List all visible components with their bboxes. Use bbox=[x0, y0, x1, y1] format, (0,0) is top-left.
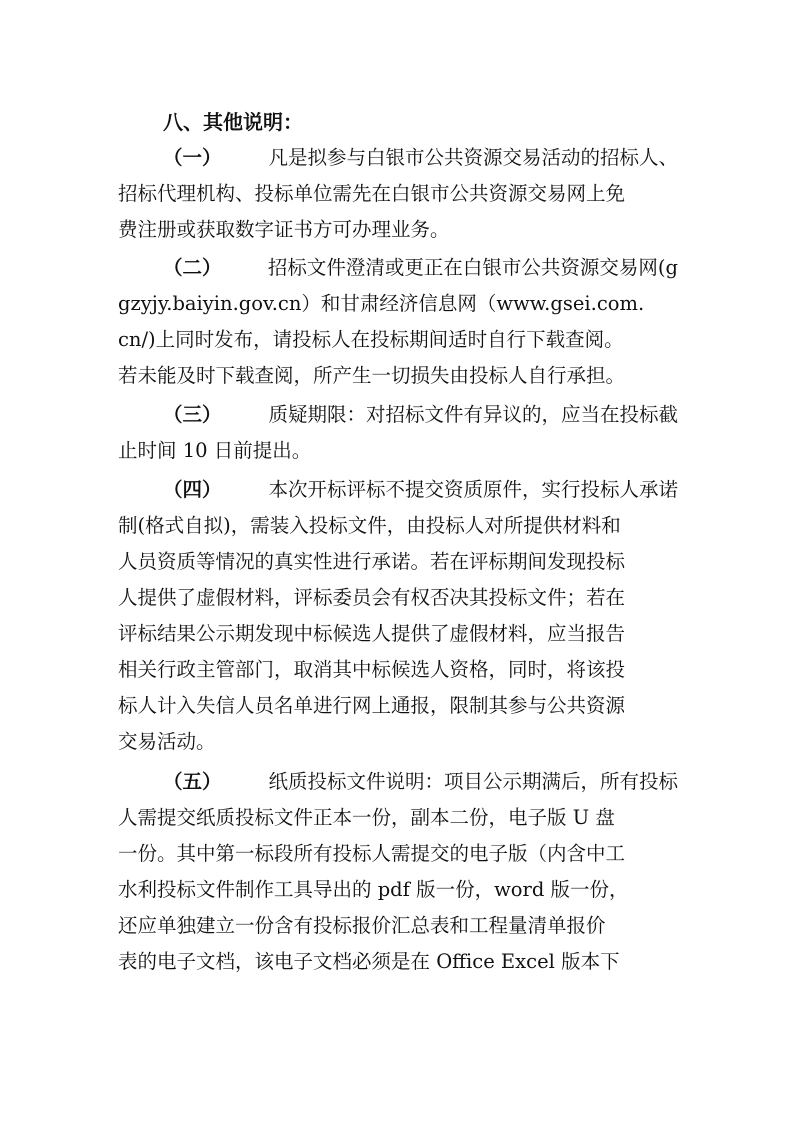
paragraph-2-line-2: gzyjy.baiyin.gov.cn）和甘肃经济信息网（www.gsei.com. bbox=[118, 292, 645, 315]
paragraph-2-label: （二） bbox=[163, 256, 222, 279]
paragraph-1-line-3: 费注册或获取数字证书方可办理业务。 bbox=[118, 218, 450, 241]
paragraph-4-line-7: 标人计入失信人员名单进行网上通报，限制其参与公共资源 bbox=[118, 694, 626, 717]
paragraph-4-line-5: 评标结果公示期发现中标候选人提供了虚假材料，应当报告 bbox=[118, 622, 626, 645]
paragraph-5-line-6: 表的电子文档，该电子文档必须是在 Office Excel 版本下 bbox=[118, 950, 620, 973]
paragraph-1-line-2: 招标代理机构、投标单位需先在白银市公共资源交易网上免 bbox=[118, 182, 626, 205]
paragraph-4-line-3: 人员资质等情况的真实性进行承诺。若在评标期间发现投标 bbox=[118, 550, 626, 573]
section-heading: 八、其他说明： bbox=[163, 110, 303, 134]
paragraph-3-label: （三） bbox=[163, 403, 222, 426]
paragraph-5-line-3: 一份。其中第一标段所有投标人需提交的电子版（内含中工 bbox=[118, 842, 626, 865]
paragraph-1-line-1: （一） 凡是拟参与白银市公共资源交易活动的招标人、 bbox=[163, 140, 678, 176]
paragraph-4-line-6: 相关行政主管部门，取消其中标候选人资格，同时，将该投 bbox=[118, 658, 626, 681]
paragraph-4-line-8: 交易活动。 bbox=[118, 730, 216, 753]
paragraph-2-line-1: （二） 招标文件澄清或更正在白银市公共资源交易网(g bbox=[163, 250, 678, 286]
paragraph-1-label: （一） bbox=[163, 146, 222, 169]
paragraph-4-line-4: 人提供了虚假材料，评标委员会有权否决其投标文件；若在 bbox=[118, 586, 626, 609]
paragraph-2-line-3: cn/)上同时发布，请投标人在投标期间适时自行下载查阅。 bbox=[118, 328, 624, 351]
paragraph-5-line-5: 还应单独建立一份含有投标报价汇总表和工程量清单报价 bbox=[118, 914, 606, 937]
paragraph-3-line-2: 止时间 10 日前提出。 bbox=[118, 439, 312, 462]
paragraph-5-line-4: 水利投标文件制作工具导出的 pdf 版一份，word 版一份， bbox=[118, 878, 629, 901]
paragraph-4-label: （四） bbox=[163, 478, 222, 501]
paragraph-5-label: （五） bbox=[163, 770, 222, 793]
paragraph-4-line-1: （四） 本次开标评标不提交资质原件，实行投标人承诺 bbox=[163, 472, 678, 508]
paragraph-5-line-1: （五） 纸质投标文件说明：项目公示期满后，所有投标 bbox=[163, 764, 678, 800]
paragraph-2-line-4: 若未能及时下载查阅，所产生一切损失由投标人自行承担。 bbox=[118, 364, 626, 387]
paragraph-4-line-2: 制(格式自拟)，需装入投标文件，由投标人对所提供材料和 bbox=[118, 514, 621, 537]
paragraph-3-line-1: （三） 质疑期限：对招标文件有异议的，应当在投标截 bbox=[163, 397, 678, 433]
paragraph-5-line-2: 人需提交纸质投标文件正本一份，副本二份，电子版 U 盘 bbox=[118, 806, 615, 829]
